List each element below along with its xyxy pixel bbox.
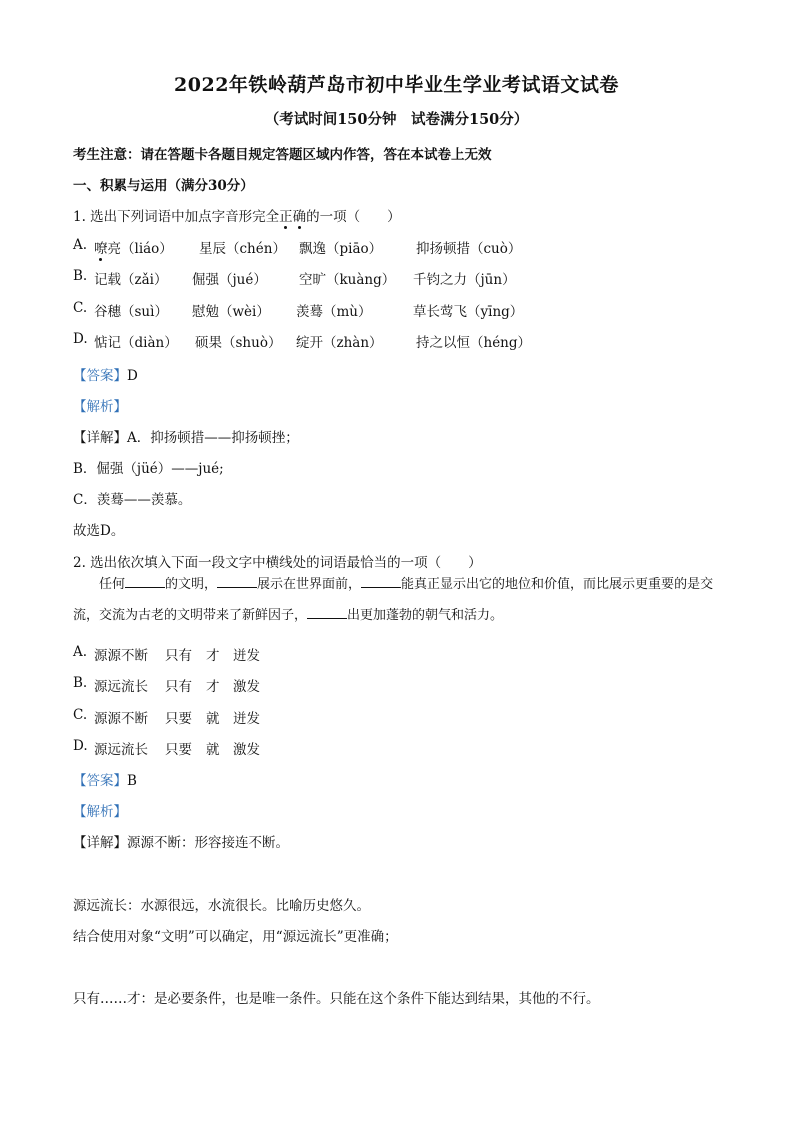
analysis-tag: 【解析】 [73, 399, 127, 415]
exam-time-note: （考试时间150分钟 试卷满分150分） [264, 111, 529, 128]
option-word: 嘹亮（liáo） [94, 237, 173, 257]
option-label: C. [73, 707, 88, 723]
answer-value: B [127, 773, 137, 789]
section-heading: 一、积累与运用（满分30分） [73, 178, 254, 194]
answer-tag: 【答案】 [73, 773, 127, 789]
option-word: 飘逸（piāo） [299, 241, 383, 257]
option-label: B. [73, 268, 88, 284]
answer-tag: 【答案】 [73, 368, 127, 384]
detail-line: C．羡蓦——羡慕。 [73, 492, 192, 508]
question-2-stem: 2. 选出依次填入下面一段文字中横线处的词语最恰当的一项（ ） [73, 555, 482, 571]
option-word: 惦记（diàn） [94, 335, 178, 351]
option-label: D. [73, 738, 88, 754]
option-word: 空旷（kuàng） [299, 272, 396, 288]
option-word: 千钧之力（jūn） [413, 272, 516, 288]
option-word: 迸发 [233, 711, 260, 727]
option-word: 才 [206, 679, 220, 695]
analysis-tag: 【解析】 [73, 804, 127, 820]
conclusion-line: 故选D。 [73, 523, 125, 539]
option-label: B. [73, 675, 88, 691]
option-label: C. [73, 300, 88, 316]
option-word: 星辰（chén） [199, 241, 286, 257]
option-word: 迸发 [233, 648, 260, 664]
option-word: 谷穗（suì） [94, 304, 168, 320]
question-2-passage: 任何 的文明， 展示在世界面前， 能真正显示出它的地位和价值，而比展示更重要的是交流，交流为古老的文明带来了新鲜因子， 出更加蓬勃的朝气和活力。 [73, 577, 714, 623]
option-word: 草长莺飞（yīng） [413, 304, 524, 320]
detail-line [73, 426, 299, 446]
option-word: 源远流长 [94, 679, 148, 695]
option-word: 倔强（jué） [192, 272, 267, 288]
detail-tag: 【详解】 [73, 430, 127, 446]
detail-line: 源远流长：水源很远，水流很长。比喻历史悠久。 [73, 898, 370, 914]
option-word: 记载（zǎi） [94, 272, 168, 288]
detail-line: B．倔强（jüé）——jué; [73, 461, 224, 477]
answer-value: D [127, 368, 138, 384]
option-label: A. [73, 644, 88, 660]
option-word: 硕果（shuò） [195, 335, 282, 351]
option-word: 就 [206, 742, 220, 758]
option-word: 激发 [233, 742, 260, 758]
option-word: 激发 [233, 679, 260, 695]
detail-line: 只有……才：是必要条件，也是唯一条件。只能在这个条件下能达到结果，其他的不行。 [73, 991, 600, 1007]
dotted-char: 正 [279, 205, 293, 225]
page-title: 2022年铁岭葫芦岛市初中毕业生学业考试语文试卷 [174, 74, 619, 96]
dotted-char: 确 [293, 205, 307, 225]
option-word: 只有 [165, 679, 192, 695]
option-word: 只要 [165, 711, 192, 727]
option-word: 慰勉（wèi） [192, 304, 270, 320]
option-word: 源源不断 [94, 711, 148, 727]
detail-line [73, 831, 289, 851]
question-1-stem-text: 1. 选出下列词语中加点字音形完全 [73, 209, 280, 225]
blank-line [125, 575, 165, 588]
question-1-stem-tail: 的一项（ ） [306, 209, 401, 225]
answer-line [73, 364, 138, 384]
question-1-stem [73, 205, 401, 225]
detail-text: 源源不断：形容接连不断。 [127, 835, 289, 851]
candidate-notice: 考生注意：请在答题卡各题目规定答题区域内作答，答在本试卷上无效 [73, 147, 492, 163]
option-word: 抑扬顿措（cuò） [416, 241, 522, 257]
blank-line [361, 575, 401, 588]
detail-tag: 【详解】 [73, 835, 127, 851]
detail-text: A．抑扬顿措——抑扬顿挫； [127, 430, 299, 446]
option-word: 羡蓦（mù） [296, 304, 372, 320]
option-word: 只要 [165, 742, 192, 758]
option-word: 就 [206, 711, 220, 727]
detail-line: 结合使用对象“文明”可以确定，用“源远流长”更准确； [73, 929, 398, 945]
option-word: 源源不断 [94, 648, 148, 664]
option-word: 只有 [165, 648, 192, 664]
option-word: 源远流长 [94, 742, 148, 758]
blank-line [217, 575, 257, 588]
answer-line [73, 769, 137, 789]
option-label: D. [73, 331, 88, 347]
option-word: 才 [206, 648, 220, 664]
blank-line [307, 606, 347, 619]
option-word: 绽开（zhàn） [296, 335, 383, 351]
option-label: A. [73, 237, 88, 253]
option-word: 持之以恒（héng） [416, 335, 532, 351]
